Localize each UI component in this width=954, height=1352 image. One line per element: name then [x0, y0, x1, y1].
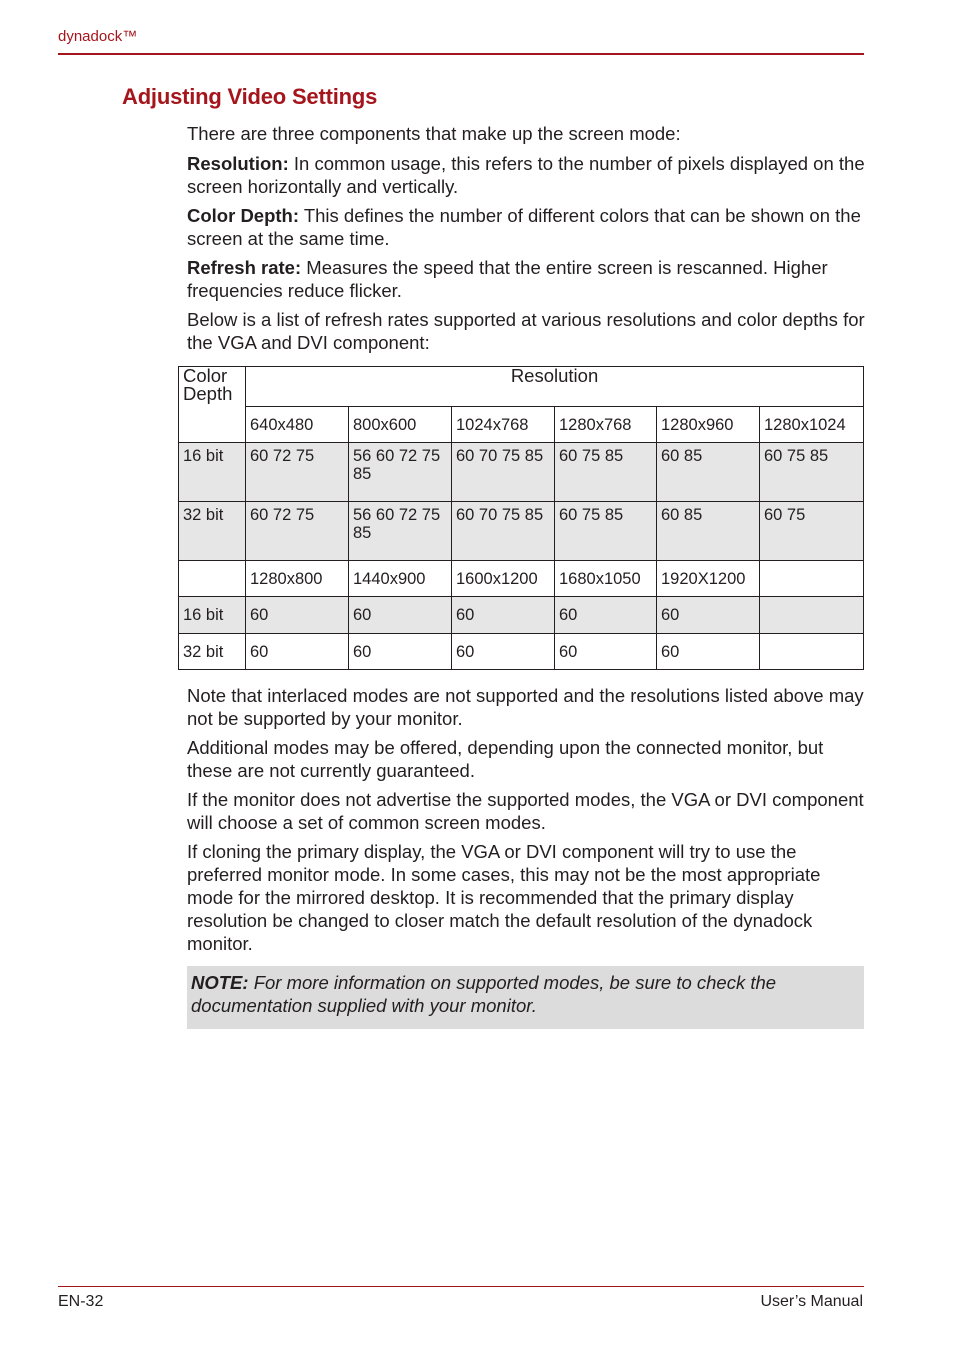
rate-cell: 60: [349, 634, 452, 670]
rate-cell: 60: [657, 597, 760, 634]
resolution-cell: 1680x1050: [555, 561, 657, 597]
rate-cell: [760, 634, 864, 670]
rate-cell: 60 72 75: [246, 502, 349, 561]
paragraph: If cloning the primary display, the VGA or DVI component will try to use the preferred monitor mode. In some cases, this may not be the most appropriate mode for the mirrored desktop. It is recommended that the primary display resolution be changed to closer match the default resolution of the dynadock monitor.: [187, 841, 821, 954]
resolution-cell: 1280x800: [246, 561, 349, 597]
rate-cell: 60: [657, 634, 760, 670]
refresh-rate-table: [178, 366, 864, 670]
table-header-row: [179, 367, 864, 407]
rate-cell: 60: [555, 634, 657, 670]
resolution-cell: 800x600: [349, 407, 452, 443]
resolution-row: [179, 561, 864, 597]
resolution-cell: 1280x768: [555, 407, 657, 443]
resolution-cell: 1920X1200: [657, 561, 760, 597]
rate-cell: 60 72 75: [246, 443, 349, 502]
rate-cell: 60: [349, 597, 452, 634]
rate-cell: 56 60 72 75 85: [349, 502, 452, 561]
rate-cell: [760, 597, 864, 634]
depth-cell: 32 bit: [179, 634, 246, 670]
color-depth-header: Color Depth: [179, 367, 246, 443]
definition-term: Color Depth:: [187, 205, 300, 226]
table-intro-paragraph: Below is a list of refresh rates supported at various resolutions and color depths for the VGA and DVI component:: [187, 309, 865, 353]
rate-cell: 60 85: [657, 502, 760, 561]
table-row: [179, 443, 864, 502]
rate-cell: 60: [246, 597, 349, 634]
definition-refresh-rate: [187, 256, 867, 302]
page-number: EN-32: [58, 1293, 104, 1310]
intro-paragraph: There are three components that make up the screen mode:: [187, 123, 681, 144]
paragraph: If the monitor does not advertise the supported modes, the VGA or DVI component will choose a set of common screen modes.: [187, 789, 864, 833]
definition-text: This defines the number of different colors that can be shown on the screen at the same time.: [187, 205, 861, 249]
resolution-cell: 1280x1024: [760, 407, 864, 443]
resolution-header: Resolution: [246, 367, 864, 407]
paragraph: Note that interlaced modes are not supported and the resolutions listed above may not be supported by your monitor.: [187, 685, 864, 729]
definition-term: Resolution:: [187, 153, 289, 174]
rate-cell: 60 75 85: [555, 502, 657, 561]
resolution-cell: 640x480: [246, 407, 349, 443]
empty-cell: [179, 561, 246, 597]
note-text: For more information on supported modes, be sure to check the documentation supplied with your monitor.: [191, 972, 777, 1016]
depth-cell: 16 bit: [179, 443, 246, 502]
rate-cell: 60: [452, 597, 555, 634]
rate-cell: 60: [246, 634, 349, 670]
resolution-cell: [760, 561, 864, 597]
rate-cell: 60 75 85: [555, 443, 657, 502]
depth-cell: 16 bit: [179, 597, 246, 634]
resolution-cell: 1024x768: [452, 407, 555, 443]
rate-cell: 56 60 72 75 85: [349, 443, 452, 502]
rate-cell: 60: [452, 634, 555, 670]
resolution-cell: 1440x900: [349, 561, 452, 597]
paragraph: Additional modes may be offered, depending upon the connected monitor, but these are not currently guaranteed.: [187, 737, 824, 781]
section-title: Adjusting Video Settings: [122, 84, 378, 109]
manual-title: User’s Manual: [760, 1293, 863, 1310]
resolution-cell: 1600x1200: [452, 561, 555, 597]
definition-resolution: [187, 152, 867, 198]
definition-term: Refresh rate:: [187, 257, 302, 278]
footer-rule: [58, 1286, 864, 1287]
note-box: [187, 966, 864, 1029]
rate-cell: 60: [555, 597, 657, 634]
table-row: [179, 502, 864, 561]
rate-cell: 60 70 75 85: [452, 443, 555, 502]
header-rule: [58, 53, 864, 55]
rate-cell: 60 75 85: [760, 443, 864, 502]
running-header: dynadock™: [58, 28, 138, 45]
table-row: [179, 597, 864, 634]
definition-text: In common usage, this refers to the number of pixels displayed on the screen horizontally and vertically.: [187, 153, 865, 197]
rate-cell: 60 70 75 85: [452, 502, 555, 561]
rate-cell: 60 85: [657, 443, 760, 502]
definition-color-depth: [187, 204, 867, 250]
note-label: NOTE:: [191, 972, 249, 993]
rate-cell: 60 75: [760, 502, 864, 561]
resolution-cell: 1280x960: [657, 407, 760, 443]
resolution-row: [179, 407, 864, 443]
definition-text: Measures the speed that the entire screen is rescanned. Higher frequencies reduce flicker.: [187, 257, 828, 301]
depth-cell: 32 bit: [179, 502, 246, 561]
table-row: [179, 634, 864, 670]
